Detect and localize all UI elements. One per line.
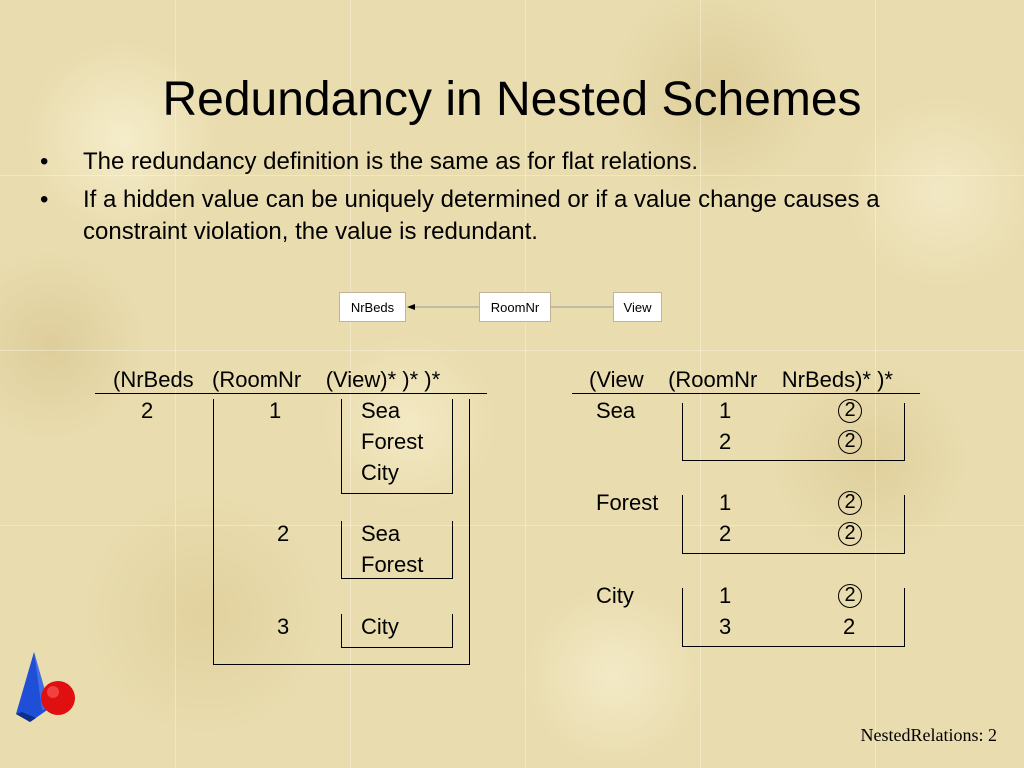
- right-view-value: Sea: [596, 398, 636, 423]
- circled-nrbeds: 2: [838, 399, 862, 423]
- bracket-line: [341, 399, 342, 494]
- bracket-line: [682, 495, 683, 554]
- right-nrbeds-value: 2: [843, 614, 856, 639]
- right-room-nr: 2: [719, 521, 732, 546]
- slide-footer: NestedRelations: 2: [860, 725, 997, 745]
- right-header-underline: [572, 393, 920, 394]
- bracket-line: [904, 403, 905, 461]
- circled-nrbeds: 2: [838, 522, 862, 546]
- bracket-line: [682, 403, 683, 461]
- diagram-node-nrbeds: NrBeds: [339, 292, 406, 322]
- bracket-line: [341, 647, 453, 648]
- left-view-value: Forest: [361, 429, 424, 454]
- left-room-nr: 1: [269, 398, 282, 423]
- right-view-value: City: [596, 583, 634, 608]
- left-table-header: (NrBeds (RoomNr (View)* )* )*: [113, 367, 441, 392]
- left-view-value: City: [361, 460, 399, 485]
- diagram-edges: [400, 300, 620, 316]
- circled-nrbeds: 2: [838, 491, 862, 515]
- left-view-value: City: [361, 614, 399, 639]
- bracket-line: [341, 578, 453, 579]
- diagram-node-view: View: [613, 292, 662, 322]
- logo-icon: [12, 648, 84, 728]
- bullet-item: [40, 184, 940, 248]
- left-header-underline: [95, 393, 487, 394]
- bullet-text: The redundancy definition is the same as for flat relations.: [83, 148, 698, 175]
- bracket-line: [682, 553, 905, 554]
- bullet-dot: •: [40, 186, 49, 213]
- right-room-nr: 1: [719, 398, 732, 423]
- bracket-line: [452, 521, 453, 579]
- right-room-nr: 2: [719, 429, 732, 454]
- right-table-header: (View (RoomNr NrBeds)* )*: [589, 367, 893, 392]
- right-room-nr: 3: [719, 614, 732, 639]
- right-view-value: Forest: [596, 490, 659, 515]
- arrowhead-icon: [407, 304, 415, 310]
- circled-nrbeds: 2: [838, 430, 862, 454]
- bracket-line: [904, 588, 905, 647]
- bracket-line: [452, 399, 453, 494]
- bg-seam: [0, 350, 1024, 351]
- left-view-value: Sea: [361, 521, 401, 546]
- left-room-nr: 3: [277, 614, 290, 639]
- diagram-node-roomnr: RoomNr: [479, 292, 551, 322]
- bullet-list: [40, 146, 940, 254]
- bracket-line: [213, 664, 470, 665]
- bracket-line: [341, 521, 342, 579]
- slide-title: Redundancy in Nested Schemes: [162, 73, 862, 126]
- bracket-line: [904, 495, 905, 554]
- bg-seam: [0, 525, 1024, 526]
- bracket-line: [213, 399, 214, 665]
- left-room-nr: 2: [277, 521, 290, 546]
- bracket-line: [452, 614, 453, 648]
- bracket-line: [341, 493, 453, 494]
- bullet-text: If a hidden value can be uniquely determined or if a value change causes a constraint violation, the value is redundant.: [83, 186, 880, 245]
- circled-nrbeds: 2: [838, 584, 862, 608]
- right-room-nr: 1: [719, 490, 732, 515]
- bullet-dot: •: [40, 148, 49, 175]
- bracket-line: [682, 460, 905, 461]
- bullet-item: [40, 146, 940, 178]
- bracket-line: [682, 588, 683, 647]
- right-room-nr: 1: [719, 583, 732, 608]
- left-nrbeds-value: 2: [141, 398, 154, 423]
- bracket-line: [341, 614, 342, 648]
- bracket-line: [682, 646, 905, 647]
- left-view-value: Sea: [361, 398, 401, 423]
- bracket-line: [469, 399, 470, 665]
- left-view-value: Forest: [361, 552, 424, 577]
